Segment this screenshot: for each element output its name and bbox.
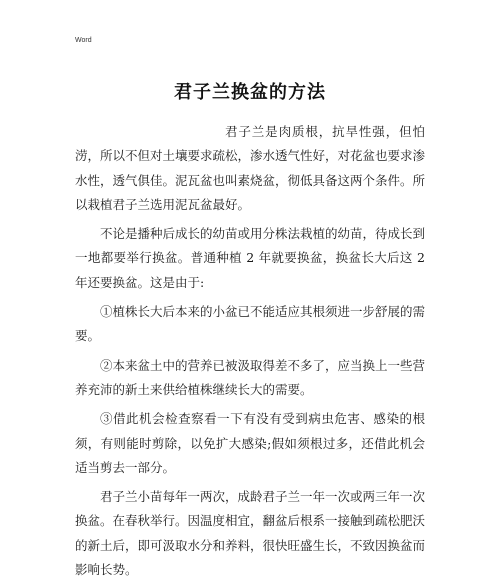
paragraph-2: 不论是播种后成长的幼苗或用分株法栽植的幼苗，待成长到一地都要举行换盆。普通种植 2 年就要换盆，换盆长大后这 2 年还要换盆。这是由于:: [75, 226, 426, 290]
paragraph-4: ②本来盆土中的营养已被汲取得差不多了，应当换上一些营养充沛的新土来供给植株继续长大的需要。: [75, 357, 426, 397]
paragraph-1: 君子兰是肉质根，抗旱性强，但怕涝，所以不但对土壤要求疏松，渗水透气性好，对花盆也要求渗水性，透气俱佳。泥瓦盆也叫素烧盆，彻低具备这两个条件。所以栽植君子兰选用泥瓦盆最好。: [75, 124, 426, 212]
document-title: 君子兰换盆的方法: [174, 82, 326, 103]
paragraph-5: ③借此机会检查察看一下有没有受到病虫危害、感染的根须，有则能时剪除，以免扩大感染;假如须根过多，还借此机会适当剪去一部分。: [75, 411, 425, 475]
app-label: Word: [75, 37, 92, 44]
document-body: [75, 120, 425, 587]
paragraph-3: ①植株长大后本来的小盆已不能适应其根须进一步舒展的需要。: [75, 304, 426, 344]
paragraph-6: 君子兰小苗每年一两次，成龄君子兰一年一次或两三年一次换盆。在春秋举行。因温度相宜，翻盆后根系一接触到疏松肥沃的新土后，即可汲取水分和养料，很快旺盛生长，不致因换盆而影响长势。: [75, 489, 426, 578]
